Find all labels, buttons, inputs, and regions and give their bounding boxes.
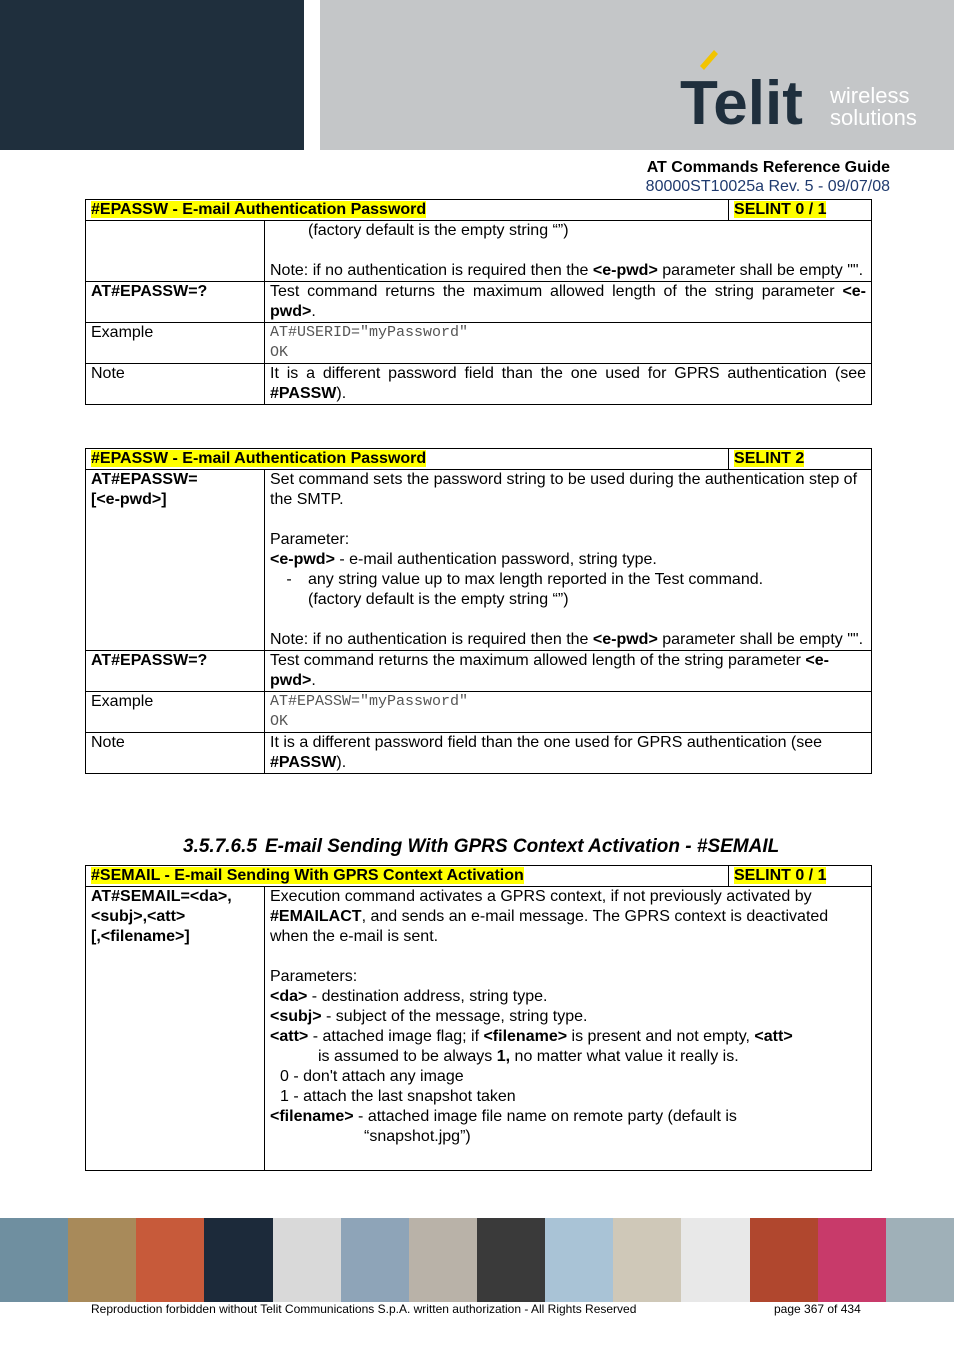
set-description: Set command sets the password string to be used during the authentication step of the SMTP. (270, 471, 858, 508)
exec-description: Execution command activates a GPRS context, if not previously activated by #EMAILACT, and sends an e-mail message. The GPRS context is deactivated when the e-mail is sent. (270, 888, 829, 945)
example-label: Example (86, 692, 265, 733)
selint-badge: SELINT 0 / 1 (734, 201, 827, 218)
logo-brand: Telit (680, 69, 803, 130)
params-label: Parameters: (270, 968, 358, 985)
test-description: Test command returns the maximum allowed length of the string parameter <e-pwd>. (265, 651, 872, 692)
note-label: Note (86, 364, 265, 405)
example-label: Example (86, 323, 265, 364)
test-command: AT#EPASSW=? (86, 282, 265, 323)
test-description: Test command returns the maximum allowed length of the string parameter <e-pwd>. (265, 282, 872, 323)
selint-badge: SELINT 0 / 1 (734, 867, 827, 884)
param-att-cont: is assumed to be always 1, no matter what value it really is. (318, 1048, 739, 1065)
set-command: AT#EPASSW= [<e-pwd>] (86, 470, 265, 651)
note-description: It is a different password field than the one used for GPRS authentication (see #PASSW). (265, 364, 872, 405)
exec-command: AT#SEMAIL=<da>, <subj>,<att> [,<filename>] (86, 887, 265, 1171)
note-text: Note: if no authentication is required then the <e-pwd> parameter shall be empty "". (270, 631, 864, 648)
default-text: (factory default is the empty string “”) (308, 591, 569, 608)
note-description: It is a different password field than the one used for GPRS authentication (see #PASSW). (265, 733, 872, 774)
telit-logo (680, 48, 930, 130)
doc-title: AT Commands Reference Guide (646, 159, 890, 176)
logo-sub2: solutions (830, 105, 917, 130)
page-number: page 367 of 434 (774, 1302, 861, 1316)
header-dark-panel (0, 0, 304, 150)
footer-photo-strip (0, 1218, 954, 1302)
param-line: <e-pwd> - e-mail authentication password, string type. (270, 551, 657, 568)
param-filename-default: “snapshot.jpg”) (364, 1128, 471, 1145)
example-code: AT#EPASSW="myPassword" OK (265, 692, 872, 733)
table-title: #EPASSW - E-mail Authentication Password (91, 450, 427, 467)
att-option-1: 1 - attach the last snapshot taken (280, 1088, 516, 1105)
att-option-0: 0 - don't attach any image (280, 1068, 464, 1085)
param-subj: <subj> - subject of the message, string type. (270, 1008, 588, 1025)
logo-sub1: wireless (830, 83, 910, 108)
doc-revision: 80000ST10025a Rev. 5 - 09/07/08 (645, 178, 890, 195)
note-text: Note: if no authentication is required then the <e-pwd> parameter shall be empty "". (270, 262, 864, 279)
table-title: #SEMAIL - E-mail Sending With GPRS Context Activation (91, 867, 524, 884)
semail-table (85, 865, 872, 1171)
param-da: <da> - destination address, string type. (270, 988, 548, 1005)
epassw-table-selint01 (85, 199, 872, 405)
default-text: (factory default is the empty string “”) (308, 222, 569, 239)
param-filename: <filename> - attached image file name on remote party (default is (270, 1108, 737, 1125)
note-label: Note (86, 733, 265, 774)
epassw-table-selint2 (85, 448, 872, 774)
param-bullet: - any string value up to max length reported in the Test command. (286, 571, 764, 588)
table-title: #EPASSW - E-mail Authentication Password (91, 201, 427, 218)
param-label: Parameter: (270, 531, 350, 548)
example-code: AT#USERID="myPassword" OK (265, 323, 872, 364)
footer-copyright: Reproduction forbidden without Telit Communications S.p.A. written authorization - All Rights Reserved (91, 1302, 637, 1316)
selint-badge: SELINT 2 (734, 450, 805, 467)
test-command: AT#EPASSW=? (86, 651, 265, 692)
param-att: <att> - attached image flag; if <filename> is present and not empty, <att> (270, 1028, 793, 1045)
section-heading: 3.5.7.6.5 E-mail Sending With GPRS Context Activation - #SEMAIL (183, 836, 780, 857)
